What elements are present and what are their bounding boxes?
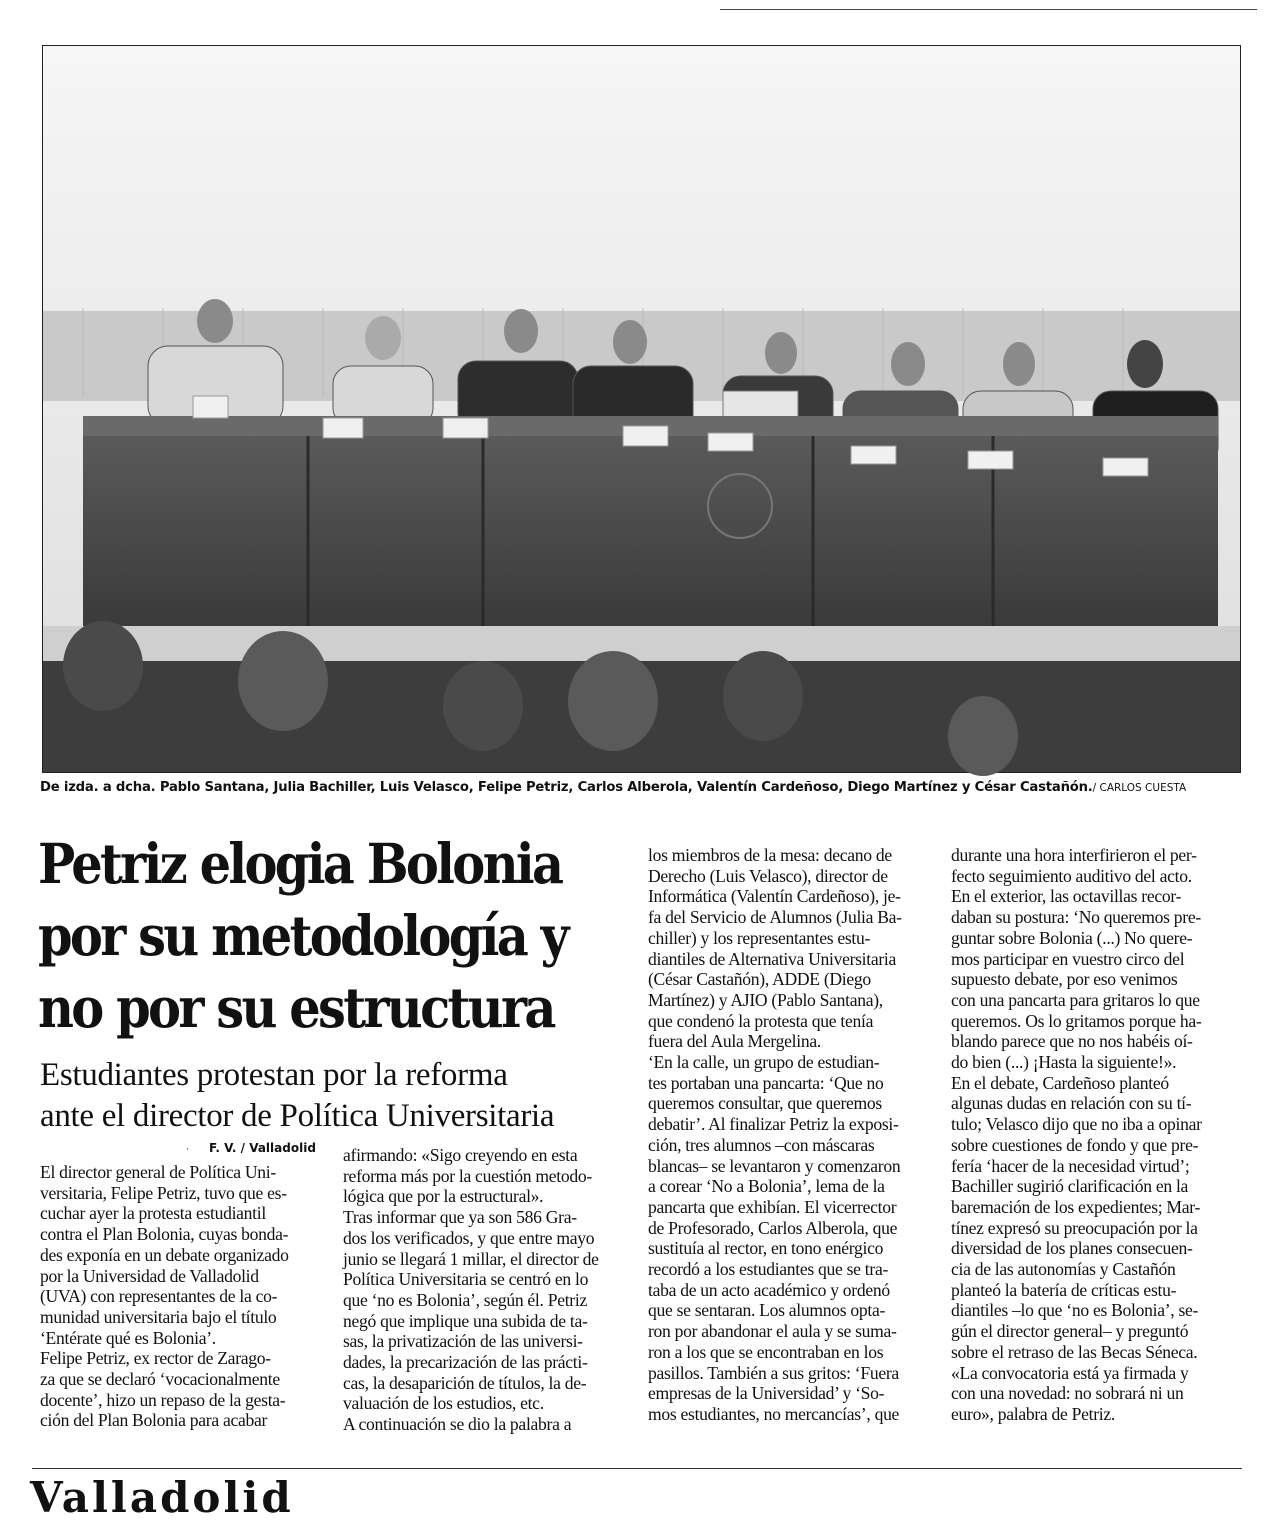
top-rule	[720, 9, 1257, 10]
article-column-3	[648, 845, 931, 1425]
next-section-header-fragment	[30, 1473, 350, 1522]
subheadline	[40, 1055, 640, 1137]
headline-line-2: por su metodología y	[38, 903, 567, 968]
column-2-text: afirmando: «Sigo creyendo en esta reforma más por la cuestión metodo- lógica que por la estructural». Tras informar que ya son 586 Gra- dos los verificados, y que entre mayo junio se llegará 1 millar, el director de Política Universitaria se centró en lo que ‘no es Bolonia’, según él. Petriz negó que implique una subida de ta- sas, la privatización de las universi- dades, la precarización de las prácti- cas, la desaparición de títulos, la de- valuación de los estudios, etc. A continuación se dio la palabra a	[343, 1145, 599, 1435]
byline-bullet-icon: ·	[186, 1144, 189, 1154]
headline-line-3: no por su estructura	[38, 975, 554, 1040]
panel-table	[83, 396, 1218, 626]
photo-credit: / CARLOS CUESTA	[1092, 782, 1187, 794]
footer-fragment-text: Valladolid	[30, 1473, 294, 1522]
article-column-1	[40, 1162, 325, 1431]
byline: F. V. / Valladolid	[209, 1141, 316, 1155]
headline-line-1: Petriz elogia Bolonia	[38, 831, 562, 896]
panel-photo-illustration	[43, 46, 1240, 772]
column-1-text: El director general de Política Uni- versitaria, Felipe Petriz, tuvo que es- cuchar ayer la protesta estudiantil contra el Plan Bolonia, cuyas bonda- des exponía en un debate organizado por la Universidad de Valladolid (UVA) con representantes de la co- munidad universitaria bajo el título ‘Entérate qué es Bolonia’. Felipe Petriz, ex rector de Zarago- za que se declaró ‘vocacionalmente docente’, hizo un repaso de la gesta- ción del Plan Bolonia para acabar	[40, 1162, 289, 1431]
stage-floor	[43, 626, 1240, 661]
article-column-2	[343, 1145, 628, 1435]
column-3-text: los miembros de la mesa: decano de Derecho (Luis Velasco), director de Informática (Valentín Cardeñoso), je- fa del Servicio de Alumnos (Julia Ba- chiller) y los representantes estu- diantiles de Alternativa Universitaria (César Castañón), ADDE (Diego Martínez) y AJIO (Pablo Santana), que condenó la protesta que tenía fuera del Aula Mergelina. ‘En la calle, un grupo de estudian- tes portaban una pancarta: ‘Que no queremos consultar, que queremos debatir’. Al finalizar Petriz la exposi- ción, tres alumnos –con máscaras blancas– se levantaron y comenzaron a corear ‘No a Bolonia’, lema de la pancarta que exhibían. El vicerrector de Profesorado, Carlos Alberola, que sustituía al rector, en tono enérgico recordó a los estudiantes que se tra- taba de un acto académico y ordenó que se sentaran. Los alumnos opta- ron por abandonar el aula y se suma- ron a los que se encontraban en los pasillos. También a sus gritos: ‘Fuera empresas de la Universidad’ y ‘So- mos estudiantes, no mercancías’, que	[648, 845, 902, 1424]
article-column-4	[951, 845, 1237, 1425]
caption-text: De izda. a dcha. Pablo Santana, Julia Bachiller, Luis Velasco, Felipe Petriz, Carlos Alberola, Valentín Cardeñoso, Diego Martínez y César Castañón.	[40, 780, 1093, 795]
subhead-line-2: ante el director de Política Universitaria	[40, 1098, 555, 1134]
subhead-line-1: Estudiantes protestan por la reforma	[40, 1057, 508, 1093]
column-4-text: durante una hora interfirieron el per- fecto seguimiento auditivo del acto. En el exterior, las octavillas recor- daban su postura: ‘No queremos pre- guntar sobre Bolonia (...) No quere- mos participar en vuestro circo del supuesto debate, por eso venimos con una pancarta para gritaros lo que queremos. Os lo gritamos porque ha- blando parece que no nos habéis oí- do bien (...) ¡Hasta la siguiente!». En el debate, Cardeñoso planteó algunas dudas en relación con su tí- tulo; Velasco dijo que no iba a opinar sobre cuestiones de fondo y que pre- fería ‘hacer de la necesidad virtud’; Bachiller sugirió clarificación en la baremación de los expedientes; Mar- tínez expresó su preocupación por la diversidad de los planes consecuen- cia de las autonomías y Castañón planteó la batería de críticas estu- diantiles –lo que ‘no es Bolonia’, se- gún el director general– y preguntó sobre el retraso de las Becas Séneca. «La convocatoria está ya firmada y con una novedad: no sobrará ni un euro», palabra de Petriz.	[951, 845, 1202, 1424]
photo-caption	[40, 780, 1240, 795]
bottom-rule	[32, 1468, 1242, 1469]
news-photo	[42, 45, 1241, 773]
headline	[38, 828, 578, 1044]
